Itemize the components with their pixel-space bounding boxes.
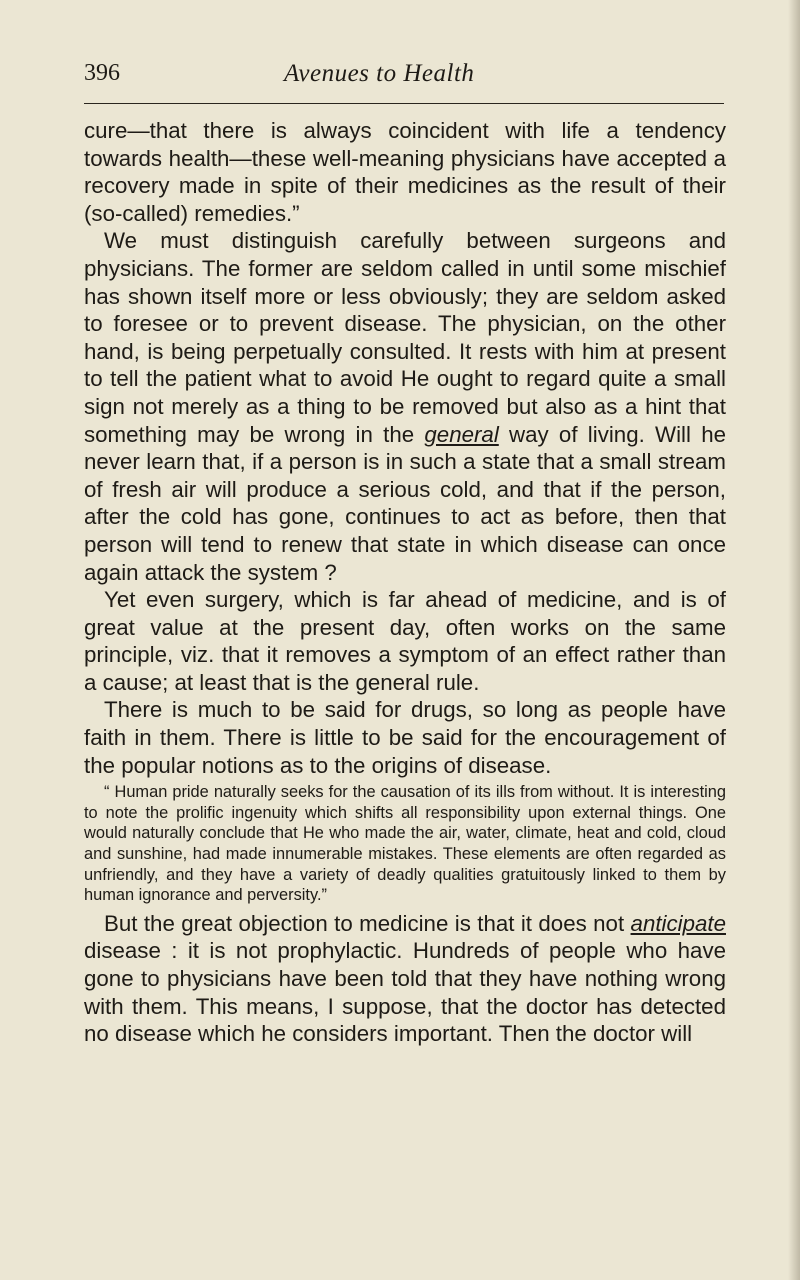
paragraph-5 [84, 910, 726, 1048]
running-head [84, 60, 724, 94]
paragraph-3: Yet even surgery, which is far ahead of medicine, and is of great value at the present day, often works on the same principle, viz. that it removes a symptom of an effect rather than a cause; at least that is the general rule. [84, 587, 726, 695]
emphasis-general: general [424, 421, 499, 447]
paragraph-5-part-1: But the great objection to medicine is that it does not [104, 910, 631, 936]
paragraph-1: cure—that there is always coincident with life a tendency towards health—these well-meaning physicians have accepted a recovery made in spite of their medicines as the result of their (so-called) remedies.” [84, 118, 726, 226]
page-edge-shadow [788, 0, 800, 1280]
paragraph-5-part-2: disease : it is not prophylactic. Hundreds of people who have gone to physicians have been told that they have nothing wrong with them. This means, I suppose, that the doctor has detected no disease which he considers important. Then the doctor will [84, 938, 726, 1047]
paragraph-2-part-1: We must distinguish carefully between surgeons and physicians. The former are seldom called in until some mischief has shown itself more or less obviously; they are seldom asked to foresee or to prevent disease. The physician, on the other hand, is being perpetually consulted. It rests with him at present to tell the patient what to avoid He ought to regard quite a small sign not merely as a thing to be removed but also as a hint that something may be wrong in the [84, 228, 726, 447]
header-rule [84, 103, 724, 104]
paragraph-2-part-2: way of living. Will he never learn that, if a person is in such a state that a small stream of fresh air will produce a serious cold, and that if the person, after the cold has gone, continues to act as before, then that person will tend to renew that state in which disease can once again attack the system ? [84, 421, 726, 585]
paragraph-2 [84, 227, 726, 586]
paragraph-4: There is much to be said for drugs, so long as people have faith in them. There is little to be said for the encouragement of the popular notions as to the origins of disease. [84, 697, 726, 778]
body-text [84, 117, 726, 1048]
block-quote: “ Human pride naturally seeks for the causation of its ills from without. It is interesting to note the prolific ingenuity which shifts all responsibility upon external things. One would naturally conclude that He who made the air, water, climate, heat and cold, cloud and sunshine, had made innumerable mistakes. These elements are often regarded as unfriendly, and they have a variety of deadly qualities gratuitously linked to them by human ignorance and perversity.” [84, 783, 726, 905]
page-number: 396 [84, 60, 120, 86]
emphasis-anticipate: anticipate [630, 910, 726, 936]
running-title: Avenues to Health [284, 60, 475, 87]
